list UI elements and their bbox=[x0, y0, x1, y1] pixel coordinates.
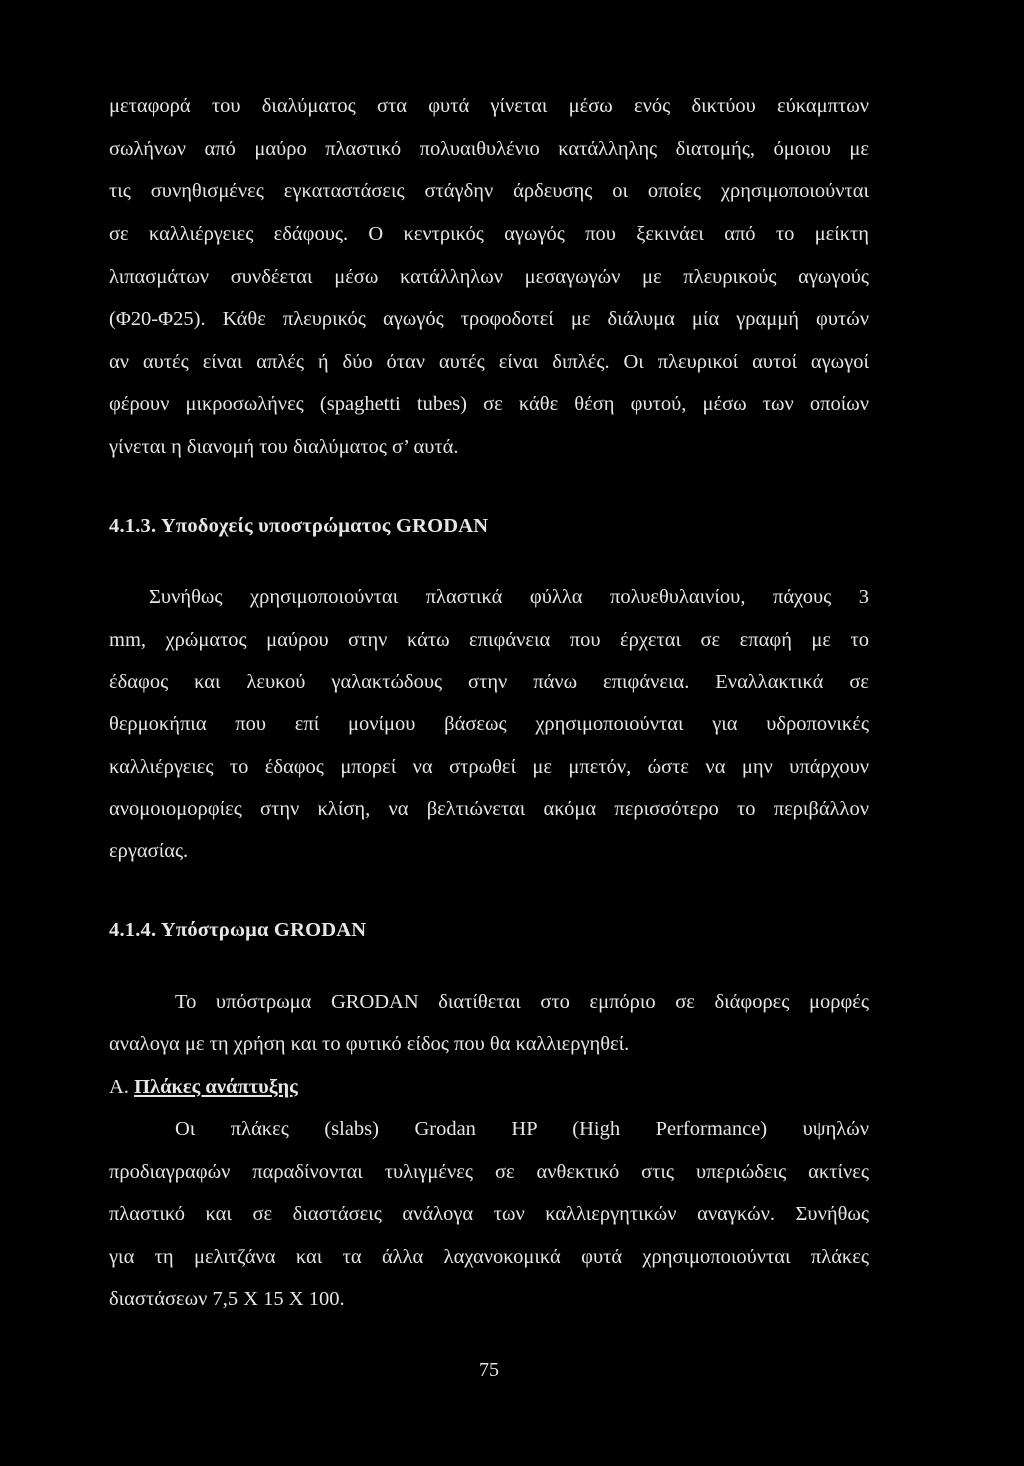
paragraph-line: σε καλλιέργειες εδάφους. Ο κεντρικός αγωγός που ξεκινάει από το μείκτη bbox=[109, 223, 869, 245]
page-number: 75 bbox=[479, 1359, 499, 1381]
paragraph-line: (Φ20-Φ25). Κάθε πλευρικός αγωγός τροφοδοτεί με διάλυμα μία γραμμή φυτών bbox=[109, 308, 869, 330]
paragraph-line: mm, χρώματος μαύρου στην κάτω επιφάνεια που έρχεται σε επαφή με το bbox=[109, 629, 869, 651]
paragraph-line: αν αυτές είναι απλές ή δύο όταν αυτές είναι διπλές. Οι πλευρικοί αυτοί αγωγοί bbox=[109, 351, 869, 373]
paragraph-line: φέρουν μικροσωλήνες (spaghetti tubes) σε κάθε θέση φυτού, μέσω των οποίων bbox=[109, 393, 869, 415]
paragraph-line: καλλιέργειες το έδαφος μπορεί να στρωθεί με μπετόν, ώστε να μην υπάρχουν bbox=[109, 756, 869, 778]
paragraph-line: Το υπόστρωμα GRODAN διατίθεται στο εμπόριο σε διάφορες μορφές bbox=[175, 991, 869, 1013]
paragraph-line: προδιαγραφών παραδίνονται τυλιγμένες σε ανθεκτικό στις υπεριώδεις ακτίνες bbox=[109, 1161, 869, 1183]
paragraph-line: για τη μελιτζάνα και τα άλλα λαχανοκομικά φυτά χρησιμοποιούνται πλάκες bbox=[109, 1246, 869, 1268]
subsection-title: Πλάκες ανάπτυξης bbox=[134, 1076, 298, 1098]
paragraph-line: τις συνηθισμένες εγκαταστάσεις στάγδην άρδευσης οι οποίες χρησιμοποιούνται bbox=[109, 180, 869, 202]
paragraph-line: έδαφος και λευκού γαλακτώδους στην πάνω επιφάνεια. Εναλλακτικά σε bbox=[109, 671, 869, 693]
section-heading-4-1-3: 4.1.3. Υποδοχείς υποστρώματος GRODAN bbox=[109, 515, 489, 537]
subsection-heading-a bbox=[109, 1075, 298, 1099]
paragraph-line: πλαστικό και σε διαστάσεις ανάλογα των καλλιεργητικών αναγκών. Συνήθως bbox=[109, 1203, 869, 1225]
paragraph-line: μεταφορά του διαλύματος στα φυτά γίνεται μέσω ενός δικτύου εύκαμπτων bbox=[109, 95, 869, 117]
paragraph-line: διαστάσεων 7,5 Χ 15 Χ 100. bbox=[109, 1288, 345, 1310]
subsection-prefix: Α. bbox=[109, 1076, 129, 1098]
paragraph-line: ανομοιομορφίες στην κλίση, να βελτιώνεται ακόμα περισσότερο το περιβάλλον bbox=[109, 798, 869, 820]
paragraph-line: σωλήνων από μαύρο πλαστικό πολυαιθυλένιο κατάλληλης διατομής, όμοιου με bbox=[109, 138, 869, 160]
paragraph-line: αναλογα με τη χρήση και το φυτικό είδος που θα καλλιεργηθεί. bbox=[109, 1033, 630, 1055]
paragraph-line: θερμοκήπια που επί μονίμου βάσεως χρησιμοποιούνται για υδροπονικές bbox=[109, 713, 869, 735]
paragraph-line: Συνήθως χρησιμοποιούνται πλαστικά φύλλα πολυεθυλαινίου, πάχους 3 bbox=[149, 586, 869, 608]
paragraph-line: εργασίας. bbox=[109, 840, 189, 862]
paragraph-line: γίνεται η διανομή του διαλύματος σ’ αυτά. bbox=[109, 436, 459, 458]
paragraph-line: Οι πλάκες (slabs) Grodan HP (High Performance) υψηλών bbox=[175, 1118, 869, 1140]
section-heading-4-1-4: 4.1.4. Υπόστρωμα GRODAN bbox=[109, 919, 367, 941]
paragraph-line: λιπασμάτων συνδέεται μέσω κατάλληλων μεσαγωγών με πλευρικούς αγωγούς bbox=[109, 266, 869, 288]
